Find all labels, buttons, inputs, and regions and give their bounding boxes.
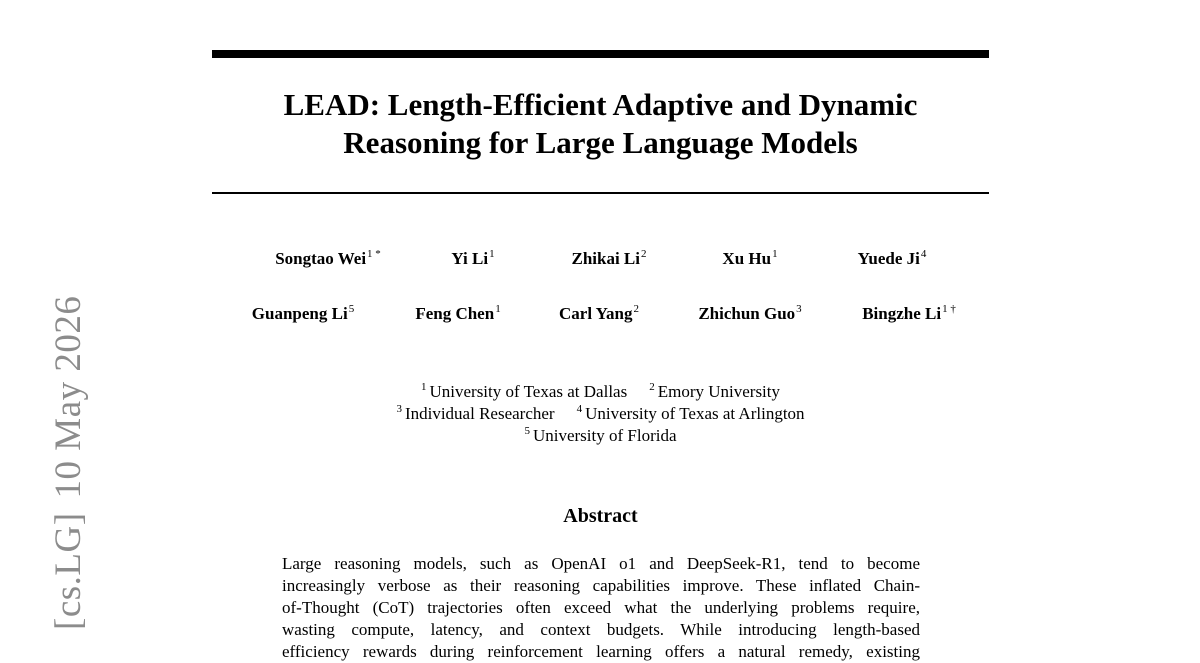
author: Songtao Wei$^{1 *}$ <box>275 248 381 268</box>
paper-title <box>212 86 989 162</box>
affiliation-line: $^5$ University of Florida <box>524 425 677 445</box>
abstract-line: of-Thought (CoT) trajectories often exceed what the underlying problems require, <box>282 598 920 617</box>
arxiv-date: 10 May 2026 <box>48 295 89 499</box>
affiliation-line: $^3$ Individual Researcher $^4$ University of Texas at Arlington <box>396 403 805 423</box>
affiliation: Emory University <box>657 382 781 401</box>
affiliation: University of Texas at Dallas <box>429 382 628 401</box>
title-rule <box>212 192 989 194</box>
abstract-line: increasingly verbose as their reasoning capabilities improve. These inflated Chain- <box>282 576 920 595</box>
affiliation: Individual Researcher <box>404 404 555 423</box>
author: Guanpeng Li$^5$ <box>251 303 355 323</box>
arxiv-stamp <box>50 296 87 630</box>
authors-row-2 <box>212 304 989 328</box>
top-rule <box>212 50 989 58</box>
abstract-line: efficiency rewards during reinforcement learning offers a natural remedy, existing <box>282 642 920 661</box>
affiliation: University of Texas at Arlington <box>585 404 805 423</box>
affiliations <box>212 381 989 447</box>
abstract-heading: Abstract <box>563 505 638 527</box>
title-line-1: LEAD: Length-Efficient Adaptive and Dynamic <box>283 87 918 122</box>
authors-row-1 <box>212 249 989 273</box>
author: Xu Hu$^1$ <box>722 248 778 268</box>
affiliation-line: $^1$ University of Texas at Dallas $^2$ Emory University <box>420 381 781 401</box>
author: Feng Chen$^1$ <box>415 303 501 323</box>
abstract-line: wasting compute, latency, and context budgets. While introducing length-based <box>282 620 920 639</box>
abstract-body <box>282 553 920 663</box>
author: Zhikai Li$^2$ <box>571 248 647 268</box>
affiliation: University of Florida <box>532 426 677 445</box>
author: Bingzhe $Li^{1 \dagger}$ <box>862 303 956 323</box>
author: Zhichun Guo$^3$ <box>698 303 802 323</box>
author: Yuede Ji$^4$ <box>857 248 927 268</box>
author: Yi Li$^1$ <box>451 248 495 268</box>
author: Carl Yang$^2$ <box>558 303 640 323</box>
abstract-line: Large reasoning models, such as OpenAI o1 and DeepSeek-R1, tend to become <box>282 554 920 573</box>
title-line-2: Reasoning for Large Language Models <box>343 125 858 160</box>
arxiv-category: [cs.LG] <box>48 512 89 630</box>
